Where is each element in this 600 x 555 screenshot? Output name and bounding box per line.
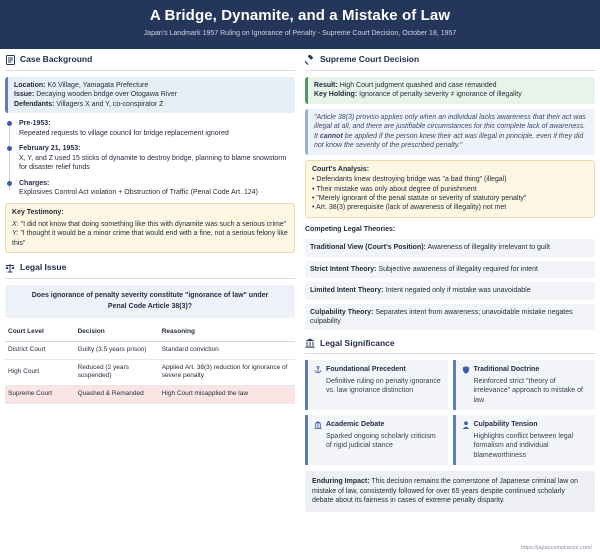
issue-value: Decaying wooden bridge over Otogawa River — [36, 91, 178, 99]
left-column — [5, 55, 295, 404]
gavel-icon — [305, 55, 315, 65]
analysis-item: • Their mistake was only about degree of punishment — [312, 185, 477, 193]
quote-text-1: "Article 38(3) proviso applies only when an individual lacks awareness that their act was illegal at all, and there are justifiable circumstances for this complete lack of awareness. It — [314, 113, 586, 140]
university-icon — [314, 421, 322, 429]
theory-name: Traditional View (Court's Position): — [310, 244, 426, 252]
case-background-title: Case Background — [20, 54, 93, 65]
table-header-row — [5, 324, 295, 341]
table-cell: High Court — [5, 359, 75, 386]
timeline-dot — [7, 181, 12, 186]
table-row — [5, 359, 295, 386]
table-row — [5, 341, 295, 359]
testimony-x-text: "I did not know that doing something like this with dynamite was such a serious crime" — [20, 220, 287, 228]
theories-list — [305, 239, 595, 330]
supreme-court-header — [305, 55, 595, 71]
timeline-date: February 21, 1953: — [19, 145, 81, 153]
testimony-box — [5, 203, 295, 253]
page-header — [0, 0, 600, 49]
column-header: Reasoning — [159, 324, 295, 341]
card-title: Academic Debate — [326, 421, 385, 429]
issue-label: Issue: — [14, 91, 35, 99]
result-box — [305, 77, 595, 104]
quote-emphasis: cannot — [319, 132, 343, 140]
legal-significance-header — [305, 338, 595, 354]
holding-value: Ignorance of penalty severity ≠ ignorance of illegality — [359, 91, 522, 99]
theory-desc: Awareness of illegality irrelevant to guilt — [427, 244, 550, 252]
timeline-item — [19, 179, 295, 198]
column-header: Court Level — [5, 324, 75, 341]
location-value: Kō Village, Yamagata Prefecture — [47, 82, 149, 89]
testimony-y-text: "I thought it would be a minor crime that would end with a fine, not a serious felony like this" — [12, 230, 288, 247]
analysis-title: Court's Analysis: — [312, 165, 370, 173]
courthouse-icon — [305, 338, 315, 348]
significance-card — [453, 415, 596, 465]
card-text: Reinforced strict "theory of irrelevance" approach to mistake of law — [473, 377, 583, 404]
impact-box — [305, 471, 595, 511]
theory-item — [305, 239, 595, 256]
analysis-box — [305, 160, 595, 218]
theory-item — [305, 261, 595, 278]
case-background-header — [5, 55, 295, 71]
legal-significance-title: Legal Significance — [320, 337, 395, 348]
footer-url: https://japancompliance.com/ — [520, 544, 592, 551]
testimony-x-label: X: — [12, 220, 19, 228]
defendants-label: Defendants: — [14, 100, 55, 108]
page-subtitle: Japan's Landmark 1957 Ruling on Ignorance of Penalty - Supreme Court Decision, October 18, 1957 — [143, 30, 457, 37]
court-decisions-table — [5, 324, 295, 404]
anchor-icon — [314, 366, 322, 374]
theory-name: Limited Intent Theory: — [310, 287, 384, 295]
card-text: Sparked ongoing scholarly criticism of rigid judicial stance — [326, 432, 436, 450]
timeline-date: Charges: — [19, 179, 50, 187]
card-text: Definitive ruling on penalty ignorance vs. law ignorance distinction — [326, 377, 441, 395]
theory-name: Culpability Theory: — [310, 308, 374, 316]
theory-desc: Subjective awareness of illegality required for intent — [378, 265, 538, 273]
holding-label: Key Holding: — [314, 91, 358, 99]
table-row-highlighted — [5, 386, 295, 404]
table-cell: High Court misapplied the law — [159, 386, 295, 404]
testimony-y-label: Y: — [12, 230, 19, 238]
table-cell: Supreme Court — [5, 386, 75, 404]
table-cell: Applied Art. 38(3) reduction for ignorance of severe penalty — [159, 359, 295, 386]
defendants-value: Villagers X and Y, co-conspirator Z — [56, 100, 164, 108]
result-label: Result: — [314, 82, 338, 89]
theory-desc: Separates intent from awareness; unavoidable mistake negates culpability — [310, 308, 573, 325]
timeline-text: Explosives Control Act violation + Obstruction of Traffic (Penal Code Art. 124) — [19, 188, 258, 196]
significance-card — [305, 360, 448, 410]
impact-label: Enduring Impact: — [312, 478, 370, 486]
significance-card — [305, 415, 448, 465]
theory-item — [305, 304, 595, 331]
significance-cards — [305, 360, 595, 465]
timeline-item — [19, 144, 295, 172]
table-cell: Standard conviction — [159, 341, 295, 359]
supreme-court-title: Supreme Court Decision — [320, 54, 420, 65]
page-title: A Bridge, Dynamite, and a Mistake of Law — [149, 7, 451, 24]
table-cell: Reduced (2 years suspended) — [75, 359, 159, 386]
quote-text-2: be applied if the person knew their act was illegal in principle, even if they did not know the severity of the prescribed penalty." — [314, 132, 584, 150]
table-cell: Quashed & Remanded — [75, 386, 159, 404]
significance-card — [453, 360, 596, 410]
column-header: Decision — [75, 324, 159, 341]
timeline-date: Pre-1953: — [19, 120, 51, 128]
timeline-dot — [7, 121, 12, 126]
court-quote — [305, 109, 595, 155]
timeline-text: Repeated requests to village council for bridge replacement ignored — [19, 129, 229, 137]
timeline-text: X, Y, and Z used 15 sticks of dynamite to destroy bridge, planning to blame snowstorm for disaster relief funds — [19, 154, 287, 172]
card-title: Traditional Doctrine — [473, 366, 540, 374]
legal-question: Does ignorance of penalty severity constitute "ignorance of law" under Penal Code Article 38(3)? — [5, 285, 295, 318]
card-title: Foundational Precedent — [326, 366, 406, 374]
impact-text: This decision remains the cornerstone of Japanese criminal law on mistake of law, consistently followed for over 65 years despite continued scholarly debate about its fairness in cases of extreme penalty disparity. — [312, 478, 578, 505]
result-value: High Court judgment quashed and case remanded — [339, 82, 497, 89]
table-cell: District Court — [5, 341, 75, 359]
legal-issue-title: Legal Issue — [20, 262, 67, 273]
right-column — [305, 55, 595, 512]
analysis-item: • Defendants knew destroying bridge was "a bad thing" (illegal) — [312, 176, 507, 184]
shield-icon — [462, 366, 470, 374]
timeline-dot — [7, 146, 12, 151]
document-icon — [5, 55, 15, 65]
card-text: Highlights conflict between legal formalism and individual blameworthiness — [473, 432, 574, 459]
scales-icon — [5, 263, 15, 273]
testimony-title: Key Testimony: — [12, 209, 64, 217]
theory-name: Strict Intent Theory: — [310, 265, 377, 273]
case-timeline — [5, 119, 295, 197]
analysis-item: • "Merely ignorant of the penal statute or severity of statutory penalty" — [312, 194, 527, 202]
theory-item — [305, 282, 595, 299]
card-title: Culpability Tension — [473, 421, 538, 429]
legal-issue-header — [5, 263, 295, 279]
analysis-item: • Art. 38(3) prerequisite (lack of awareness of illegality) not met — [312, 204, 507, 212]
table-cell: Guilty (3.5 years prison) — [75, 341, 159, 359]
theory-desc: Intent negated only if mistake was unavoidable — [385, 287, 531, 295]
person-icon — [462, 421, 470, 429]
case-facts-box — [5, 77, 295, 113]
theories-heading: Competing Legal Theories: — [305, 225, 396, 233]
location-label: Location: — [14, 82, 46, 89]
timeline-item — [19, 119, 295, 138]
